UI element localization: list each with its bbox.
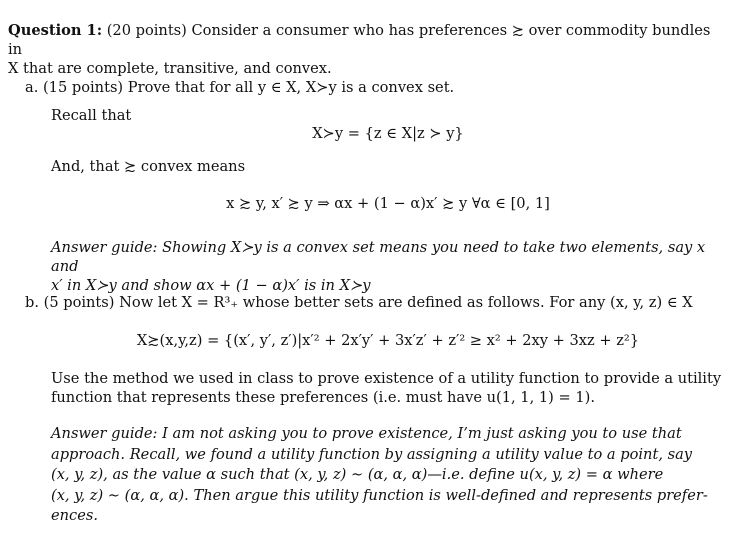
part-a-guide xyxy=(8,238,728,295)
question-text-2: X that are complete, transitive, and convex. xyxy=(8,60,332,77)
question-line-1 xyxy=(8,21,728,59)
part-b-guide-line-4: (x, y, z) ∼ (α, α, α). Then argue this utility function is well-defined and represents prefer- xyxy=(51,486,708,504)
part-a-guide-line-1: Answer guide: Showing X≻y is a convex set means you need to take two elements, say x and xyxy=(51,239,706,275)
part-b-body-line-2: function that represents these preferences (i.e. must have u(1, 1, 1) = 1). xyxy=(51,389,595,406)
part-a-recall: Recall that xyxy=(51,107,132,124)
part-a-text: Prove that for all y ∈ X, X≻y is a convex set. xyxy=(127,79,455,96)
part-a-equation-1: X≻y = {z ∈ X|z ≻ y} xyxy=(312,125,464,142)
part-b-guide-line-1: Answer guide: I am not asking you to prove existence, I’m just asking you to use that xyxy=(51,425,682,442)
question-points: (20 points) xyxy=(106,22,187,39)
part-b-points: (5 points) xyxy=(43,294,115,311)
part-b-guide-line-5: ences. xyxy=(51,507,98,524)
part-b-guide-line-2: approach. Recall, we found a utility function by assigning a utility value to a point, say xyxy=(51,445,693,463)
part-b-guide-line-3: (x, y, z), as the value α such that (x, y, z) ∼ (α, α, α)—i.e. define u(x, y, z) = α where xyxy=(51,466,664,483)
part-b-label: b. xyxy=(25,294,39,311)
part-a-prompt xyxy=(8,78,728,97)
part-a-equation-2: x ≿ y, x′ ≿ y ⇒ αx + (1 − α)x′ ≿ y ∀α ∈ [0, 1] xyxy=(226,195,550,212)
question-label: Question 1: xyxy=(8,22,103,39)
question-intro xyxy=(8,21,728,78)
part-a-guide-line-2: x′ in X≻y and show αx + (1 − α)x′ is in X≻y xyxy=(51,277,371,294)
part-a-and-text: And, that ≿ convex means xyxy=(51,158,246,175)
part-b-guide xyxy=(8,424,728,527)
question-text-1: Consider a consumer who has preferences ≿ over commodity bundles in xyxy=(8,22,711,58)
part-b-prompt xyxy=(8,293,728,312)
part-b-body xyxy=(8,369,728,407)
part-b-equation: X≿(x,y,z) = {(x′, y′, z′)|x′² + 2x′y′ + 3x′z′ + z′² ≥ x² + 2xy + 3xz + z²} xyxy=(136,332,640,349)
part-a-points: (15 points) xyxy=(42,79,124,96)
part-a-label: a. xyxy=(25,79,39,96)
part-b-text: Now let X = R³₊ whose better sets are defined as follows. For any (x, y, z) ∈ X xyxy=(119,294,693,311)
part-b-body-line-1: Use the method we used in class to prove existence of a utility function to provide a utility xyxy=(51,370,722,387)
